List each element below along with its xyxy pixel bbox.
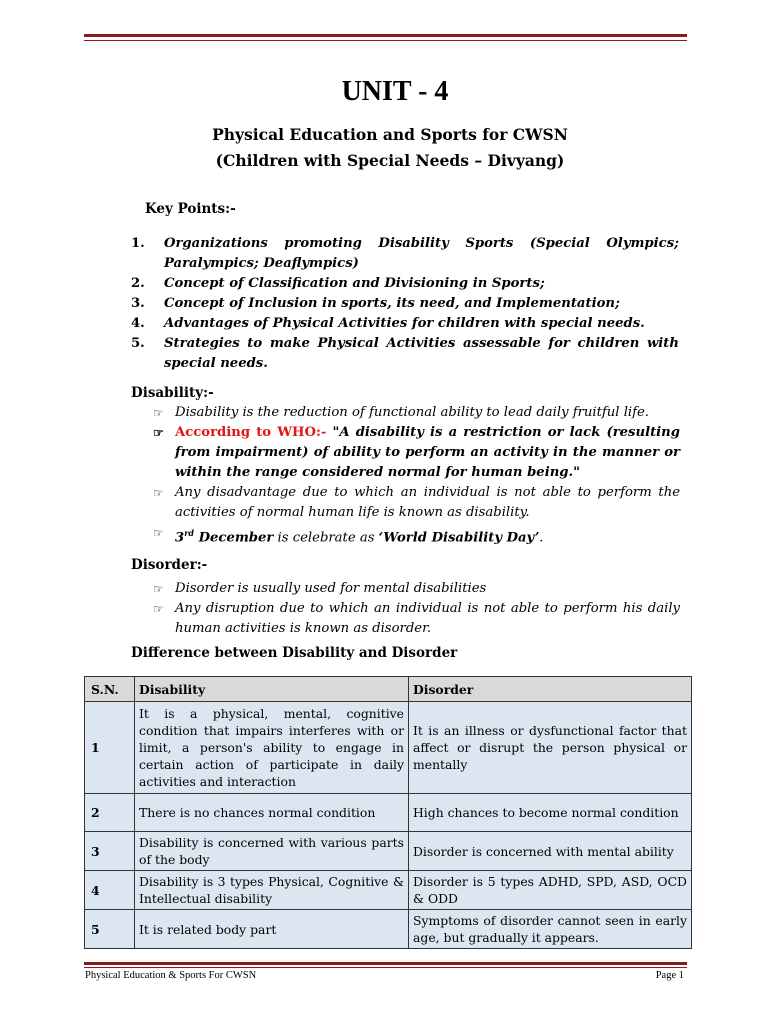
subtitle-line-2: (Children with Special Needs – Divyang) [215,151,565,170]
table-cell: 3 [85,832,135,871]
table-cell: Disorder is 5 types ADHD, SPD, ASD, OCD & ODD [409,871,692,910]
page-number: Page 1 [655,970,684,981]
disorder-heading: Disorder:- [131,557,208,573]
header-rule [84,34,687,37]
disability-heading: Disability:- [131,385,214,401]
table-row [85,702,692,794]
pointing-hand-icon: ☞ [153,406,164,420]
table-cell: Disability is 3 types Physical, Cognitive & Intellectual disability [135,871,409,910]
who-label: According to WHO:- [175,425,327,440]
pointing-hand-icon: ☞ [153,602,164,616]
list-item: ☞ Disorder is usually used for mental disabilities [153,579,680,599]
list-item: ☞ 3rd December is celebrate as ‘World Disability Day’. [153,523,680,548]
table-cell: It is a physical, mental, cognitive condition that impairs interferes with or limit, a person's ability to engage in certain action of participate in daily activities and interaction [135,702,409,794]
disorder-bullets [153,579,680,639]
list-item: 5. Strategies to make Physical Activities assessable for children with special needs. [131,336,679,371]
table-cell: 5 [85,910,135,949]
key-points-list [131,234,679,374]
list-item: 1. Organizations promoting Disability Sports (Special Olympics; Paralympics; Deaflympics) [131,236,679,271]
list-item: ☞ Any disadvantage due to which an individual is not able to perform the activities of normal human life is known as disability. [153,485,680,520]
table-cell: 2 [85,794,135,832]
table-cell: It is an illness or dysfunctional factor that affect or disrupt the person physical or mentally [409,702,692,794]
pointing-hand-icon: ☞ [153,426,164,440]
table-cell: 4 [85,871,135,910]
table-cell: Disability is concerned with various parts of the body [135,832,409,871]
column-header: Disorder [409,677,692,702]
table-cell: High chances to become normal condition [409,794,692,832]
list-item: 4. Advantages of Physical Activities for children with special needs. [131,316,645,331]
subtitle-line-1: Physical Education and Sports for CWSN [212,125,568,144]
column-header: S.N. [85,677,135,702]
table-cell: Disorder is concerned with mental ability [409,832,692,871]
table-cell: Symptoms of disorder cannot seen in early age, but gradually it appears. [409,910,692,949]
table-header-row [85,677,692,702]
table-cell: 1 [85,702,135,794]
pointing-hand-icon: ☞ [153,582,164,596]
pointing-hand-icon: ☞ [153,486,164,500]
key-points-heading: Key Points:- [145,201,236,217]
list-item: ☞ According to WHO:- "A disability is a restriction or lack (resulting from impairment) of ability to perform an activity in the manner or within the range considered normal for human being." [153,425,680,480]
table-row [85,832,692,871]
footer-title: Physical Education & Sports For CWSN [85,970,257,981]
column-header: Disability [135,677,409,702]
table-cell: There is no chances normal condition [135,794,409,832]
list-item: ☞ Any disruption due to which an individual is not able to perform his daily human activities is known as disorder. [153,601,680,636]
table-row [85,794,692,832]
list-item: 3. Concept of Inclusion in sports, its need, and Implementation; [131,296,620,311]
list-item: 2. Concept of Classification and Divisioning in Sports; [131,276,545,291]
difference-table [84,676,692,949]
disability-bullets [153,403,680,548]
difference-heading: Difference between Disability and Disorder [131,645,458,661]
table-row [85,910,692,949]
header-rule-thin [84,40,687,41]
footer-rule [84,962,687,965]
unit-title: UNIT - 4 [341,76,449,107]
pointing-hand-icon: ☞ [153,526,164,540]
footer-rule-thin [84,967,687,968]
list-item: ☞ Disability is the reduction of functional ability to lead daily fruitful life. [153,403,680,423]
table-row [85,871,692,910]
table-cell: It is related body part [135,910,409,949]
